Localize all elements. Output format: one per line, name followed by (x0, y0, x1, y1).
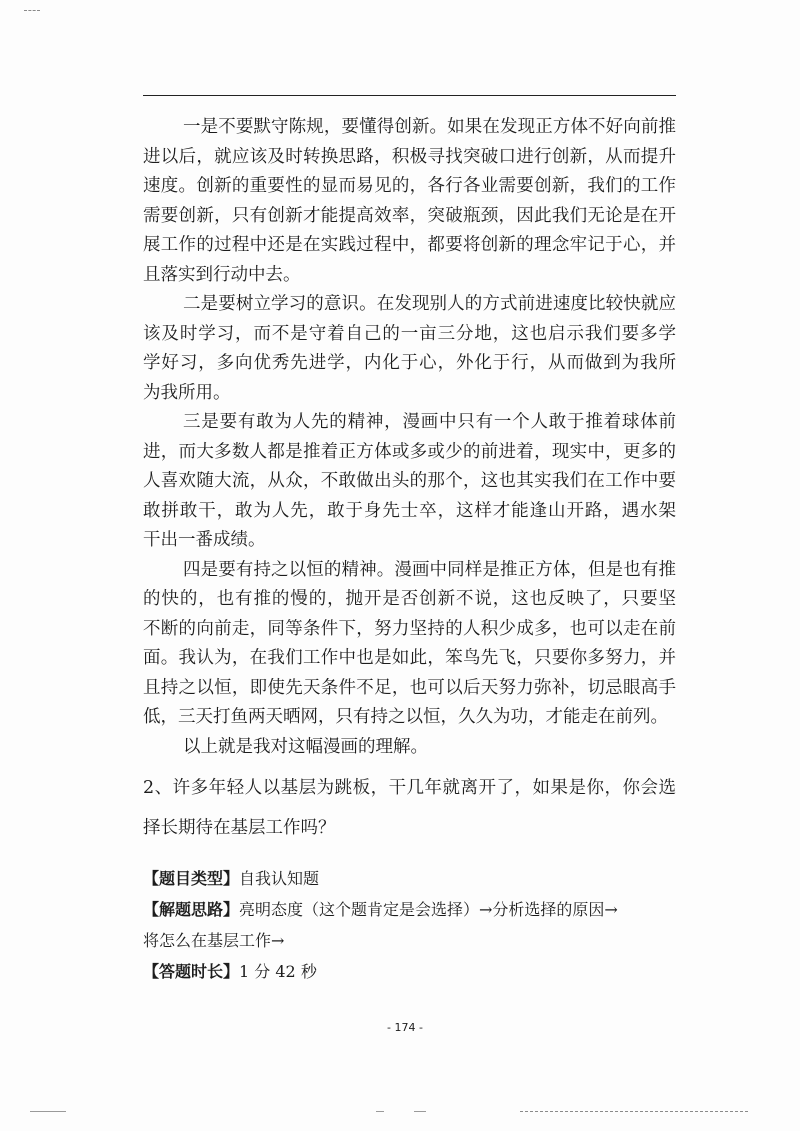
text-line: 为我所用。 (143, 382, 231, 403)
text-line: 展工作的过程中还是在实践过程中，都要将创新的理念牢记于心，并 (143, 235, 676, 255)
text-line: 人喜欢随大流，从众，不敢做出头的那个，这也其实我们在工作中要 (143, 471, 676, 491)
scan-artifact (414, 1111, 426, 1112)
answer-meta (143, 863, 683, 987)
question-line: 择长期待在基层工作吗？ (143, 818, 336, 838)
text-line: 四是要有持之以恒的精神。漫画中同样是推正方体，但是也有推 (183, 559, 676, 580)
text-line: 学好习，多向优秀先进学，内化于心，外化于行，从而做到为我所 (143, 353, 676, 373)
scan-artifact (520, 1111, 748, 1112)
text-line: 低，三天打鱼两天晒网，只有持之以恒，久久为功，才能走在前列。 (143, 707, 668, 727)
text-line: 需要创新，只有创新才能提高效率，突破瓶颈，因此我们无论是在开 (143, 205, 676, 226)
text-line: 面。我认为，在我们工作中也是如此，笨鸟先飞，只要你多努力，并 (143, 648, 676, 668)
paragraph-learning (143, 290, 676, 408)
solution-approach-continuation: 将怎么在基层工作→ (143, 931, 285, 950)
text-line: 该及时学习，而不是守着自己的一亩三分地，这也启示我们要多学 (143, 323, 676, 344)
page-number: - 174 - (387, 1021, 423, 1034)
answer-duration-label: 【答题时长】 (143, 962, 240, 981)
solution-approach-label: 【解题思路】 (143, 900, 240, 919)
header-rule (143, 95, 676, 96)
paragraph-perseverance (143, 556, 676, 733)
essay-body (143, 113, 676, 762)
text-line: 二是要树立学习的意识。在发现别人的方式前进速度比较快就应 (183, 294, 676, 314)
scan-mark (24, 10, 40, 11)
text-line: 以上就是我对这幅漫画的理解。 (183, 736, 428, 757)
text-line: 三是要有敢为人先的精神，漫画中只有一个人敢于推着球体前 (183, 412, 676, 432)
solution-approach (143, 894, 683, 925)
text-line: 且落实到行动中去。 (143, 264, 301, 285)
answer-duration-value: 1 分 42 秒 (239, 962, 317, 981)
question-type-value: 自我认知题 (239, 869, 320, 888)
answer-duration (143, 956, 683, 987)
paragraph-pioneering (143, 408, 676, 556)
paragraph-innovation (143, 113, 676, 290)
question-heading (143, 768, 676, 848)
question-type-label: 【题目类型】 (143, 869, 240, 888)
text-line: 进以后，就应该及时转换思路，积极寻找突破口进行创新，从而提升 (143, 146, 676, 167)
text-line: 不断的向前走，同等条件下，努力坚持的人积少成多，也可以走在前 (143, 618, 676, 639)
solution-approach-value: 亮明态度（这个题肯定是会选择）→分析选择的原因→ (239, 900, 618, 919)
text-line: 的快的，也有推的慢的，抛开是否创新不说，这也反映了，只要坚 (143, 589, 676, 609)
text-line: 且持之以恒，即使先天条件不足，也可以后天努力弥补，切忌眼高手 (143, 677, 676, 698)
text-line: 一是不要默守陈规，要懂得创新。如果在发现正方体不好向前推 (183, 117, 676, 137)
scan-artifact (30, 1111, 66, 1112)
text-line: 敢拼敢干，敢为人先，敢于身先士卒，这样才能逢山开路，遇水架 (143, 500, 676, 521)
solution-approach-continued (143, 925, 683, 956)
text-line: 速度。创新的重要性的显而易见的，各行各业需要创新，我们的工作 (143, 176, 676, 196)
paragraph-conclusion (143, 733, 676, 763)
text-line: 干出一番成绩。 (143, 530, 266, 550)
question-line: 2、许多年轻人以基层为跳板，干几年就离开了，如果是你，你会选 (143, 778, 676, 798)
question-type (143, 863, 683, 894)
scan-artifact (376, 1111, 384, 1112)
text-line: 进，而大多数人都是推着正方体或多或少的前进着，现实中，更多的 (143, 441, 676, 462)
